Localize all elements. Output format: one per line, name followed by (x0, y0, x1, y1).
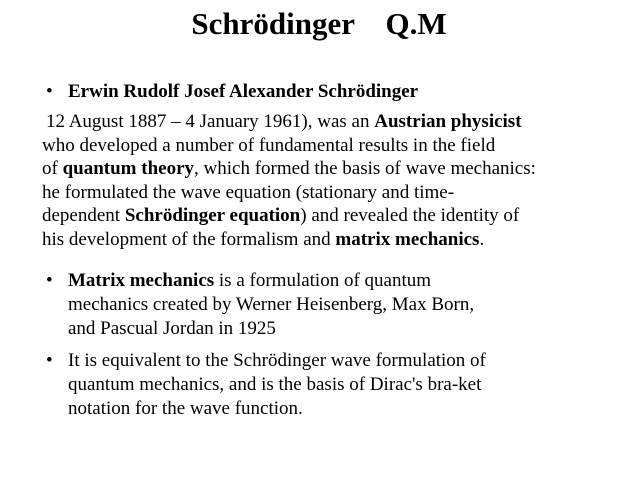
bullet-icon: • (46, 350, 53, 371)
text-run: , which formed the basis of wave mechanics: (194, 158, 536, 179)
text-run: 12 August 1887 – 4 January 1961), was an (46, 111, 375, 132)
text-run: of (42, 158, 63, 179)
bold-term: Austrian physicist (374, 111, 522, 132)
paragraph-line (42, 228, 632, 252)
bullet-icon: • (46, 81, 53, 102)
paragraph-line: who developed a number of fundamental results in the field (42, 134, 496, 156)
paragraph-line (42, 110, 632, 134)
bold-term: Matrix mechanics (68, 270, 215, 291)
bullet-line: It is equivalent to the Schrödinger wave formulation of (68, 350, 486, 371)
text-run: is a formulation of quantum (214, 270, 432, 291)
bullet-item-schrodinger-name (46, 80, 418, 104)
bullet-icon: • (46, 270, 53, 291)
bold-term: matrix mechanics (335, 228, 480, 250)
text-run: dependent (42, 205, 125, 226)
paragraph-line (42, 157, 632, 181)
bullet-line (68, 269, 474, 293)
bullet-item-matrix-mechanics (46, 269, 474, 341)
bullet-text: Erwin Rudolf Josef Alexander Schrödinger (68, 81, 419, 102)
bullet-line: quantum mechanics, and is the basis of Dirac's bra-ket (68, 374, 482, 395)
bullet-line: notation for the wave function. (68, 398, 303, 419)
paragraph-line (42, 204, 632, 228)
text-run: . (479, 228, 485, 250)
bullet-line: mechanics created by Werner Heisenberg, Max Born, (68, 294, 475, 315)
paragraph-line: he formulated the wave equation (stationary and time- (42, 181, 455, 203)
slide-title: Schrödinger Q.M (191, 6, 447, 41)
bold-term: quantum theory (62, 158, 195, 179)
text-run: ) and revealed the identity of (300, 205, 520, 226)
bullet-item-equivalence (46, 349, 486, 421)
bullet-line: and Pascual Jordan in 1925 (68, 318, 276, 339)
bullet-text (68, 269, 474, 341)
bullet-text (68, 349, 486, 421)
bold-term: Schrödinger equation (124, 205, 301, 226)
biography-paragraph (42, 110, 632, 251)
text-run: his development of the formalism and (42, 228, 336, 250)
